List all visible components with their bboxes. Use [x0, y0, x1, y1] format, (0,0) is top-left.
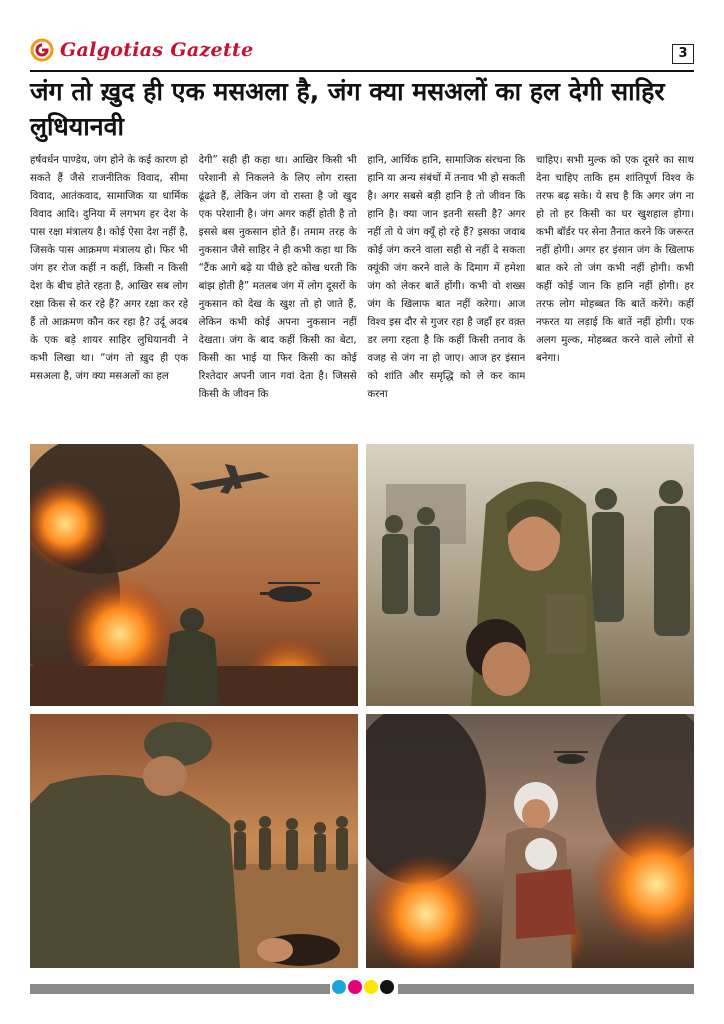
- registration-dot-cyan: [332, 980, 346, 994]
- registration-dot-black: [380, 980, 394, 994]
- war-photo-mother-child: [366, 444, 694, 706]
- article-headline: जंग तो ख़ुद ही एक मसअला है, जंग क्या मसअलों का हल देगी साहिर लुधियानवी: [30, 77, 665, 141]
- article-body: [30, 152, 694, 442]
- war-photo-kneeling-soldier: [30, 714, 358, 968]
- war-photo-woman-carrying-child: [366, 714, 694, 968]
- masthead-rule: [30, 70, 694, 72]
- article-column-1: हर्षवर्धन पाण्डेय, जंग होने के कई कारण हो सकते हैं जैसे राजनीतिक विवाद, सीमा विवाद, आतंकवाद, सामाजिक या धार्मिक विवाद आदि। दुनिया में लगभग हर देश के पास रक्षा मंत्रालय है। कोई ऐसा देश नहीं है, जिसके पास आक्रमण मंत्रालय हो। फिर भी जंग हर रोज कहीं न कहीं, किसी न किसी देश के बीच होते रहता है, आखिर सब लोग रक्षा किस से कर रहे हैं? अगर रक्षा कर रहे हैं तो आक्रमण कौन कर रहा है? उर्दू अदब के एक बड़े शायर साहिर लुधियानवी ने कभी लिखा था। “जंग तो ख़ुद ही एक मसअला है, जंग क्या मसअलों का हल: [30, 155, 188, 382]
- masthead: [30, 34, 694, 70]
- registration-dot-magenta: [348, 980, 362, 994]
- page-number: 3: [672, 44, 694, 64]
- footer-bar-left: [30, 984, 330, 994]
- war-photo-soldier-aircraft: [30, 444, 358, 706]
- article-column-3: हानि, आर्थिक हानि, सामाजिक संरचना कि हानि या अन्य संबंधों में तनाव भी हो सकती है। अगर सबसे बड़ी हानि है तो जीवन कि हानि है। क्या जान इतनी सस्ती है? अगर नहीं तो ये जंग क्यूँ हो रहे हैं? इसका जवाब कोई जंग करने वाला सही से नहीं दे सकता क्यूंकी जंग करने वाले के दिमाग में हमेशा जंग को लेकर बातें होंगी। कभी वो शख्स जंग के खिलाफ बात नहीं करेगा। आज विश्व इस दौर से गुजर रहा है जहाँ हर वक़्त डर लगा रहता है कि कहीं किसी तनाव के वजह से जंग ना हो जाए। आज हर इंसान को शांति और समृद्धि को ले कर काम करना: [367, 155, 526, 400]
- registration-dot-yellow: [364, 980, 378, 994]
- article-column-4: चाहिए। सभी मुल्क को एक दूसरे का साथ देना चाहिए ताकि हम शांतिपूर्ण विश्व के तरफ बढ़ सके। ये सच है कि अगर जंग ना हो तो हर किसी का घर खुशहाल होगा। कभी बॉर्डर पर सेना तैनात करने कि जरूरत नहीं होगी। अगर हर इंसान जंग के खिलाफ बात करे तो जंग कभी नहीं होगी। कभी कहीं कोई जान कि हानि नहीं होगी। हर तरफ लोग मोहब्बत कि बातें करेंगे। कहीं नफरत या लड़ाई कि बातें नहीं होगी। एक अलग मुल्क, मोहब्बत करने वाले लोगों से बनेगा।: [535, 155, 694, 364]
- article-column-2: देगी” सही ही कहा था। आखिर किसी भी परेशानी से निकलने के लिए लोग रास्ता ढूंढते हैं, लेकिन जंग वो रास्ता है जो खुद एक परेशानी है। जंग अगर कहीं होती है तो इससे बस नुकसान होते हैं। तमाम तरह के नुकसान जैसे साहिर ने ही कभी कहा था कि “टैंक आगे बढ़े या पीछे हटे कोख धरती कि बांझ होती है” मतलब जंग में लोग दूसरों के नुकसान को देख के खुश तो हो जाते हैं, लेकिन कभी कोई अपना नुकसान नहीं देखता। जंग के बाद कहीं किसी का बेटा, किसी का भाई या फिर किसी का कोई रिश्तेदार अपनी जान गवां देता है। जिससे किसी के जीवन कि: [198, 155, 357, 400]
- galgotias-logo-icon: [30, 38, 54, 62]
- footer-bar-right: [398, 984, 694, 994]
- brand-name: Galgotias Gazette: [60, 39, 254, 61]
